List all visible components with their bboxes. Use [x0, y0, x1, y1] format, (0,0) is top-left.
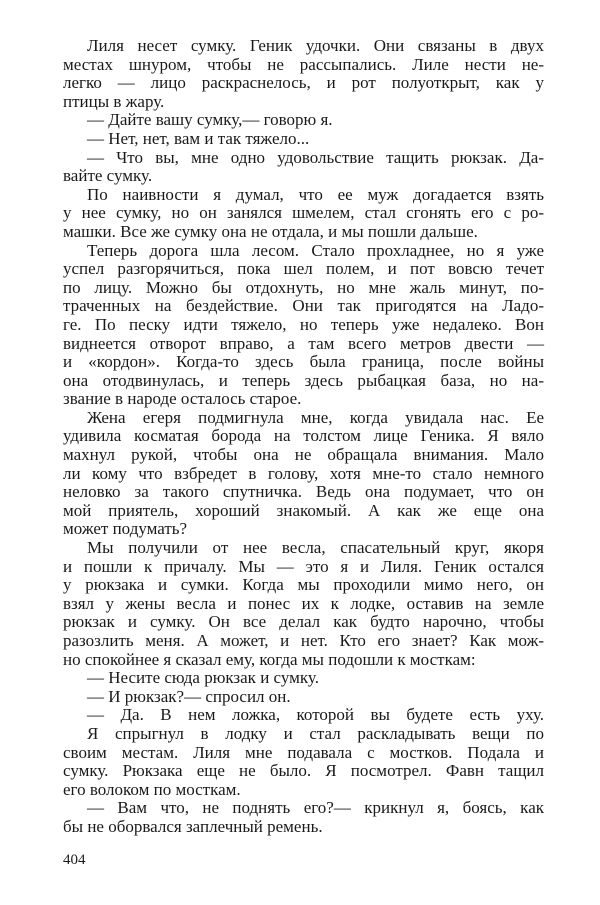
text-line: — Что вы, мне одно удовольствие тащить рюкзак. Да- [87, 147, 544, 167]
text-line: мой приятель, хороший знакомый. А как же еще она [63, 500, 544, 520]
text-line: — Несите сюда рюкзак и сумку. [87, 668, 319, 688]
paragraph [63, 242, 544, 409]
text-line: По наивности я думал, что ее муж догадается взять [87, 184, 544, 204]
text-line: виднеется отворот вправо, а там всего метров двести — [63, 333, 544, 353]
text-line: Мы получили от нее весла, спасательный круг, якоря [87, 538, 544, 558]
text-line: по лицу. Можно бы отдохнуть, но мне жаль минут, по- [63, 277, 544, 297]
text-line: — Нет, нет, вам и так тяжело... [87, 128, 310, 148]
text-line: звание в народе осталось старое. [63, 389, 302, 409]
page-number: 404 [63, 852, 86, 868]
paragraph [63, 130, 544, 149]
text-line: махнул рукой, чтобы она не обращала внимания. Мало [63, 445, 544, 465]
text-line: ли кому что взбредет в голову, хотя мне-то стало немного [63, 463, 544, 483]
text-line: легко — лицо раскраснелось, и рот полуоткрыт, как у [63, 73, 544, 93]
paragraph [63, 799, 544, 836]
text-line: взял у жены весла и понес их к лодке, оставив на земле [63, 593, 544, 613]
text-line: она отодвинулась, и теперь здесь рыбацкая база, но на- [63, 370, 544, 390]
paragraph [63, 186, 544, 242]
text-line: машки. Все же сумку она не отдала, и мы пошли дальше. [63, 221, 478, 241]
paragraph [63, 539, 544, 669]
paragraph [63, 725, 544, 799]
paragraph [63, 111, 544, 130]
text-line: бы не оборвался заплечный ремень. [63, 816, 323, 836]
text-line: сумку. Рюкзака еще не было. Я посмотрел. Фавн тащил [63, 761, 544, 781]
text-line: местах шнуром, чтобы не рассыпались. Лиле нести не- [63, 54, 544, 74]
text-line: Лиля несет сумку. Геник удочки. Они связаны в двух [87, 36, 544, 55]
text-line: успел разгорячиться, пока шел полем, и пот вовсю течет [63, 259, 544, 279]
paragraph [63, 669, 544, 688]
text-line: траченных на бездействие. Они так пригодятся на Ладо- [63, 296, 544, 316]
text-line: может подумать? [63, 519, 188, 539]
text-line: но спокойнее я сказал ему, когда мы подошли к мосткам: [63, 649, 476, 669]
text-line: у нее сумку, но он занялся шмелем, стал сгонять его с ро- [63, 203, 544, 223]
paragraph [63, 706, 544, 725]
text-line: удивила косматая борода на толстом лице Геника. Я вяло [63, 426, 544, 446]
text-line: Теперь дорога шла лесом. Стало прохладнее, но я уже [87, 240, 544, 260]
text-line: разозлить меня. А может, и нет. Кто его знает? Как мож- [63, 631, 544, 650]
text-line: птицы в жару. [63, 91, 165, 111]
paragraph [63, 688, 544, 707]
text-line: — Да. В нем ложка, которой вы будете есть уху. [87, 705, 544, 725]
text-line: Я спрыгнул в лодку и стал раскладывать вещи по [87, 723, 544, 743]
paragraph [63, 149, 544, 186]
paragraph [63, 37, 544, 111]
text-line: вайте сумку. [63, 166, 153, 186]
text-line: своим местам. Лиля мне подавала с мостков. Подала и [63, 742, 544, 762]
text-line: и «кордон». Когда-то здесь была граница, после войны [63, 352, 544, 372]
text-line: — Дайте вашу сумку,— говорю я. [87, 110, 333, 130]
text-line: Жена егеря подмигнула мне, когда увидала нас. Ее [87, 407, 544, 427]
text-line: ге. По песку идти тяжело, но теперь уже недалеко. Вон [63, 314, 544, 334]
paragraph [63, 409, 544, 539]
text-line: — Вам что, не поднять его?— крикнул я, боясь, как [87, 798, 544, 818]
text-line: его волоком по мосткам. [63, 779, 241, 799]
text-line: неловко за такого спутничка. Ведь она подумает, что он [63, 482, 544, 502]
text-line: у рюкзака и сумки. Когда мы проходили мимо него, он [63, 575, 544, 595]
text-line: и пошли к причалу. Мы — это я и Лиля. Геник остался [63, 556, 544, 576]
text-line: — И рюкзак?— спросил он. [87, 686, 291, 706]
book-page-text [63, 37, 544, 837]
text-line: рюкзак и сумку. Он все делал как будто нарочно, чтобы [63, 612, 544, 632]
